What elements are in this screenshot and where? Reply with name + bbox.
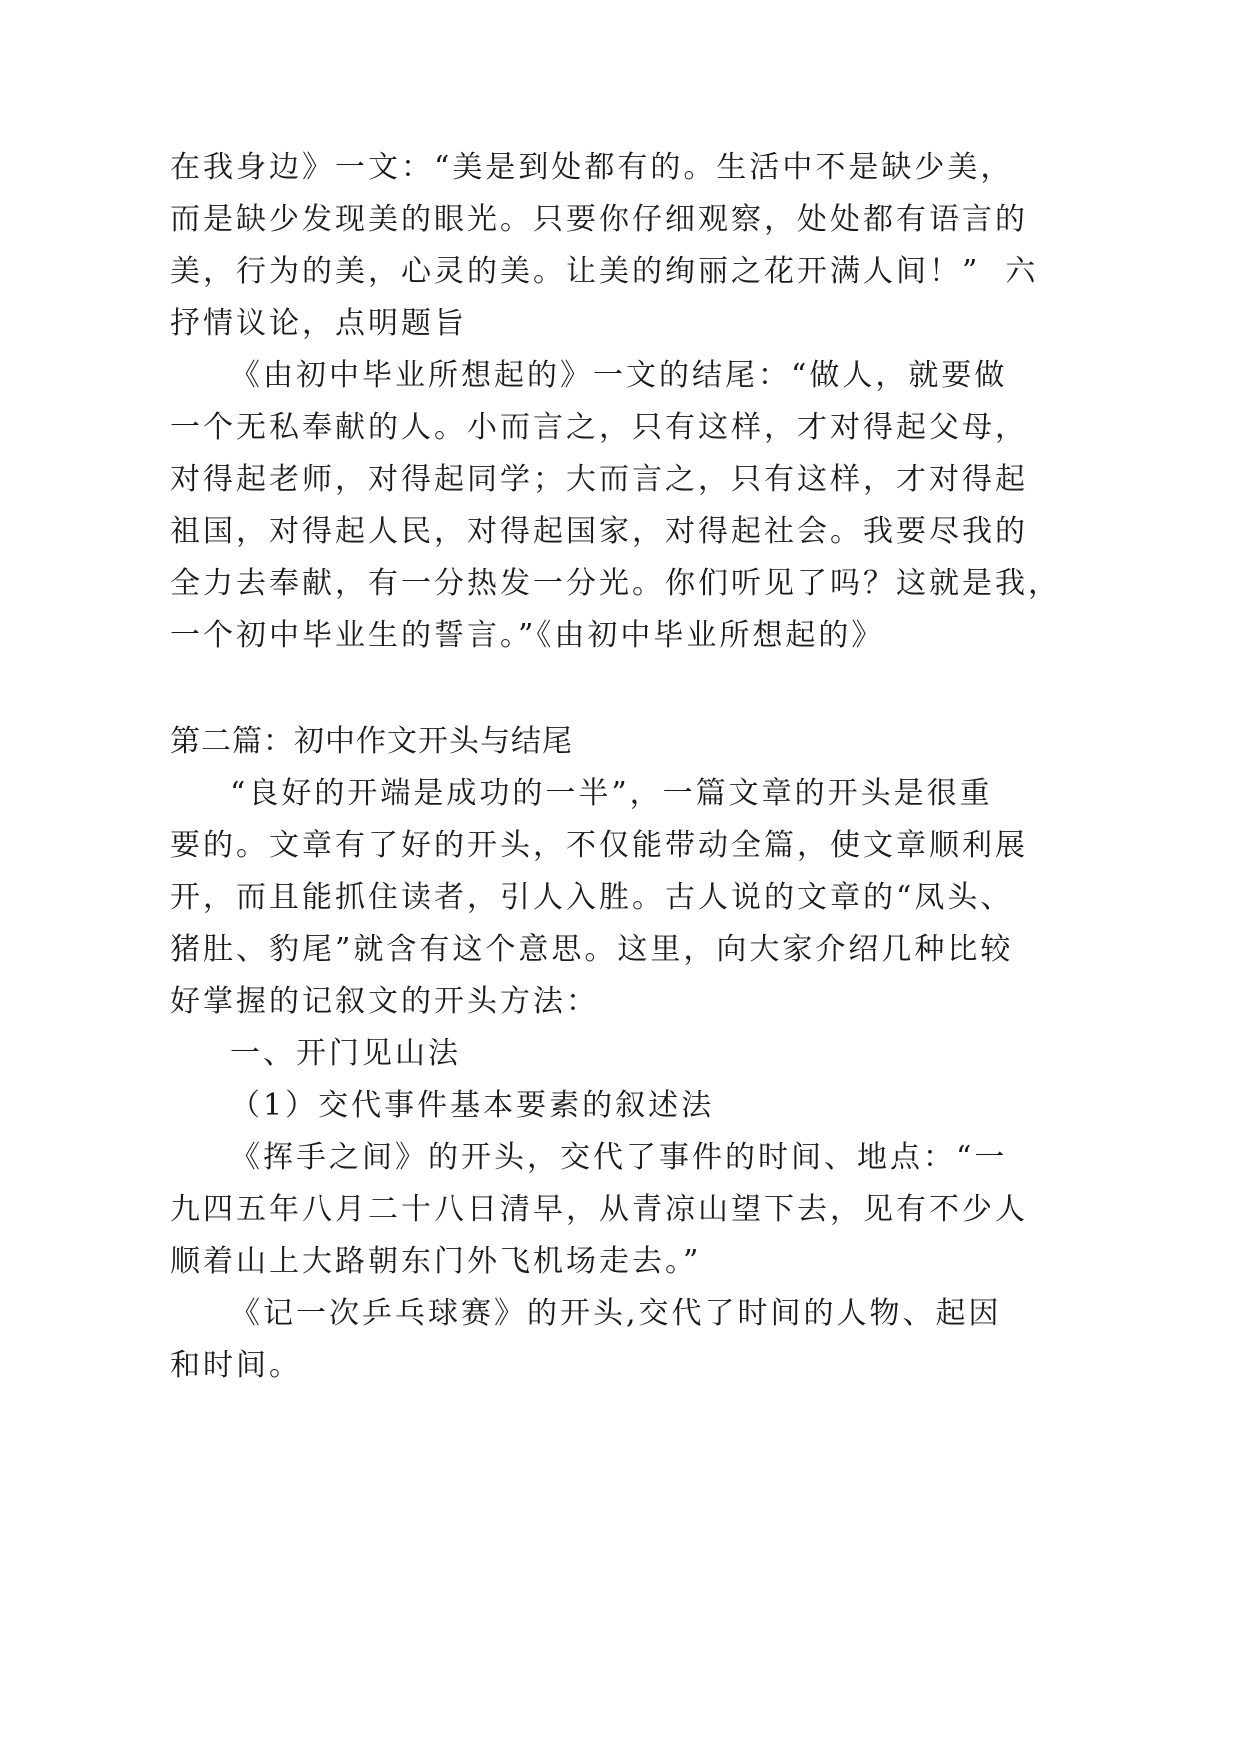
text-line: 开，而且能抓住读者，引人入胜。古人说的文章的“凤头、 <box>170 880 1014 915</box>
text-line: 好掌握的记叙文的开头方法： <box>170 984 599 1019</box>
text-line: “良好的开端是成功的一半”，一篇文章的开头是很重 <box>230 776 993 811</box>
text-line: 猪肚、豹尾”就含有这个意思。这里，向大家介绍几种比较 <box>170 932 1014 967</box>
text-line: 和时间。 <box>170 1348 302 1383</box>
text-line: 《挥手之间》的开头，交代了事件的时间、地点：“一 <box>230 1140 1008 1175</box>
text-line: 一个无私奉献的人。小而言之，只有这样，才对得起父母， <box>170 410 1028 445</box>
text-line: 美，行为的美，心灵的美。让美的绚丽之花开满人间！” 六 <box>170 254 1039 289</box>
text-line: 《记一次乒乓球赛》的开头,交代了时间的人物、起因 <box>230 1296 1002 1331</box>
text-line: 而是缺少发现美的眼光。只要你仔细观察，处处都有语言的 <box>170 202 1028 237</box>
text-line: 一、开门见山法 <box>230 1036 461 1071</box>
text-line: 在我身边》一文：“美是到处都有的。生活中不是缺少美， <box>170 150 1014 185</box>
text-line: 《由初中毕业所想起的》一文的结尾：“做人，就要做 <box>230 358 1008 393</box>
text-line: 抒情议论，点明题旨 <box>170 306 467 341</box>
text-line: 顺着山上大路朝东门外飞机场走去。” <box>170 1244 702 1279</box>
section-heading: 第二篇：初中作文开头与结尾 <box>170 724 573 759</box>
text-line: 对得起老师，对得起同学；大而言之，只有这样，才对得起 <box>170 462 1028 497</box>
text-line: （1）交代事件基本要素的叙述法 <box>230 1088 715 1123</box>
text-line: 要的。文章有了好的开头，不仅能带动全篇，使文章顺利展 <box>170 828 1028 863</box>
text-line: 全力去奉献，有一分热发一分光。你们听见了吗？这就是我， <box>170 566 1061 601</box>
text-line: 祖国，对得起人民，对得起国家，对得起社会。我要尽我的 <box>170 514 1028 549</box>
text-line: 一个初中毕业生的誓言。”《由初中毕业所想起的》 <box>170 618 885 653</box>
text-line: 九四五年八月二十八日清早，从青凉山望下去，见有不少人 <box>170 1192 1028 1227</box>
